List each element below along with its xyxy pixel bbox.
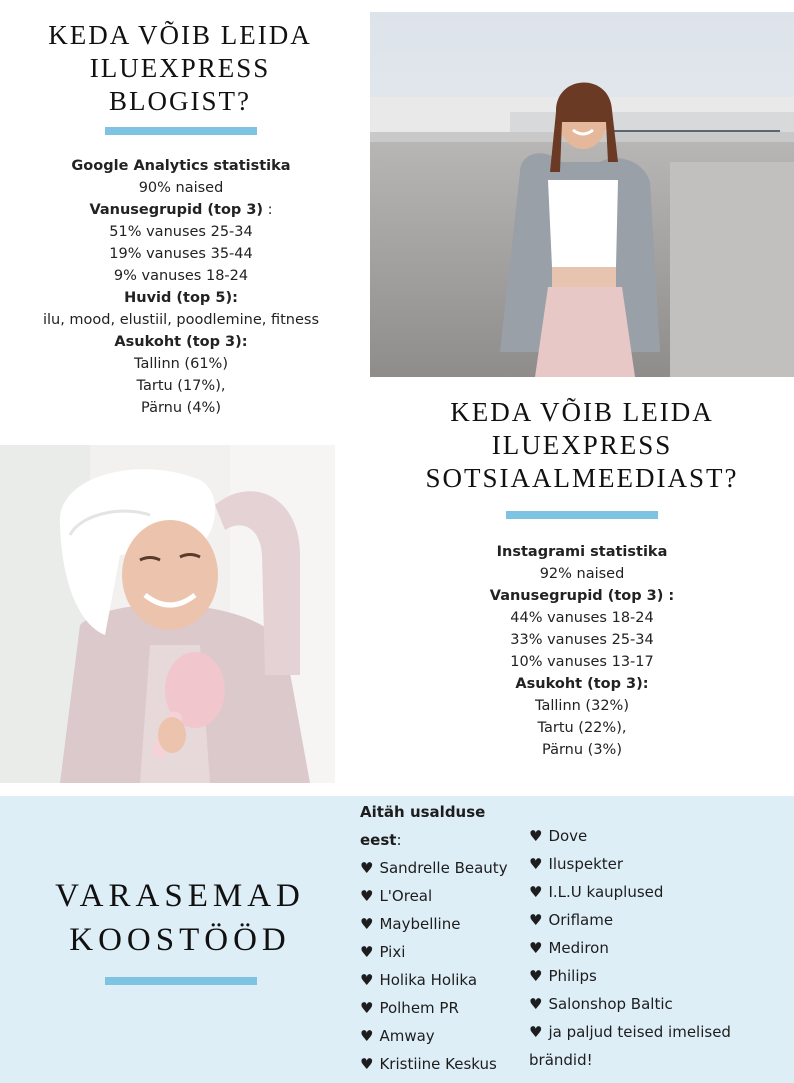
blog-location-1: Tallinn (61%) (134, 356, 228, 372)
blog-stats-heading: Google Analytics statistika (71, 158, 291, 174)
social-location-1: Tallinn (32%) (535, 698, 629, 714)
blog-location-heading: Asukoht (top 3): (114, 334, 248, 350)
heart-icon: ♥ (360, 1055, 374, 1073)
collab-title-line-2: KOOSTÖÖD (69, 922, 291, 958)
list-item (529, 850, 731, 878)
heart-icon: ♥ (360, 1027, 374, 1045)
list-item (529, 934, 731, 962)
list-item (529, 906, 731, 934)
social-stats (402, 541, 762, 761)
collab-list-left (360, 798, 508, 1078)
heart-icon: ♥ (360, 943, 374, 961)
list-item (360, 882, 508, 910)
rooftop-woman-photo (370, 12, 794, 377)
partner-name: Holika Holika (379, 971, 478, 989)
social-stats-heading: Instagrami statistika (496, 544, 668, 560)
partner-name: I.L.U kauplused (548, 883, 664, 901)
heart-icon: ♥ (529, 855, 543, 873)
partner-name: ja paljud teised imelised (548, 1023, 731, 1041)
blog-title-line-1: KEDA VÕIB LEIDA (48, 20, 312, 50)
list-item (529, 990, 731, 1018)
heart-icon: ♥ (360, 999, 374, 1017)
heart-icon: ♥ (529, 995, 543, 1013)
blog-age-heading: Vanusegrupid (top 3) (89, 202, 264, 218)
collab-title (30, 874, 330, 962)
list-item (360, 1050, 508, 1078)
blog-title-line-2: ILUEXPRESS (89, 53, 271, 83)
partner-name: Amway (379, 1027, 435, 1045)
list-item (360, 854, 508, 882)
thanks-colon: : (396, 831, 402, 849)
social-location-2: Tartu (22%), (537, 720, 627, 736)
heart-icon: ♥ (360, 887, 374, 905)
blog-stats (0, 155, 362, 419)
partner-name: Salonshop Baltic (548, 995, 673, 1013)
social-title-line-3: SOTSIAALMEEDIAST? (425, 463, 739, 493)
partner-name: Mediron (548, 939, 609, 957)
blog-accent-bar (105, 127, 257, 135)
heart-icon: ♥ (529, 827, 543, 845)
heart-icon: ♥ (360, 915, 374, 933)
blog-title-line-3: BLOGIST? (109, 86, 251, 116)
partner-name: Philips (548, 967, 597, 985)
partner-name: Maybelline (379, 915, 461, 933)
partner-name: Oriflame (548, 911, 614, 929)
blog-women: 90% naised (138, 180, 224, 196)
blog-location-2: Tartu (17%), (136, 378, 226, 394)
blog-location-3: Pärnu (4%) (141, 400, 221, 416)
blog-title (20, 19, 340, 118)
heart-icon: ♥ (529, 911, 543, 929)
heart-icon: ♥ (529, 883, 543, 901)
partner-name: Pixi (379, 943, 406, 961)
thanks-eest: eest (360, 831, 397, 849)
heart-icon: ♥ (529, 939, 543, 957)
heart-icon: ♥ (529, 967, 543, 985)
list-item-tail: brändid! (529, 1051, 593, 1069)
list-item (360, 1022, 508, 1050)
heart-icon: ♥ (529, 1023, 543, 1041)
social-title (410, 396, 754, 495)
heart-icon: ♥ (360, 971, 374, 989)
blog-interests-heading: Huvid (top 5): (124, 290, 238, 306)
social-location-heading: Asukoht (top 3): (515, 676, 649, 692)
collab-title-line-1: VARASEMAD (55, 878, 305, 914)
social-accent-bar (506, 511, 658, 519)
social-age-2: 33% vanuses 25-34 (510, 632, 654, 648)
thanks-line-1: Aitäh usalduse (360, 803, 486, 821)
social-age-3: 10% vanuses 13-17 (510, 654, 654, 670)
collab-accent-bar (105, 977, 257, 985)
list-item (529, 1018, 731, 1046)
list-item (529, 962, 731, 990)
social-location-3: Pärnu (3%) (542, 742, 622, 758)
partner-name: Iluspekter (548, 855, 624, 873)
list-item (529, 822, 731, 850)
partner-name: Dove (548, 827, 588, 845)
social-age-heading: Vanusegrupid (top 3) : (489, 588, 675, 604)
social-title-line-2: ILUEXPRESS (491, 430, 673, 460)
heart-icon: ♥ (360, 859, 374, 877)
blog-age-1: 51% vanuses 25-34 (109, 224, 253, 240)
list-item (529, 878, 731, 906)
list-item (360, 994, 508, 1022)
collab-list-right (529, 822, 731, 1074)
thanks-line-2 (360, 826, 508, 854)
partner-name: L'Oreal (379, 887, 433, 905)
social-women: 92% naised (539, 566, 625, 582)
list-item (360, 938, 508, 966)
partner-name: Kristiine Keskus (379, 1055, 497, 1073)
blog-age-heading-line (0, 199, 362, 221)
social-age-1: 44% vanuses 18-24 (510, 610, 654, 626)
list-item (360, 910, 508, 938)
blog-age-colon: : (263, 202, 273, 218)
social-title-line-1: KEDA VÕIB LEIDA (450, 397, 714, 427)
partner-name: Polhem PR (379, 999, 459, 1017)
towel-woman-photo (0, 445, 335, 783)
partner-name: Sandrelle Beauty (379, 859, 508, 877)
blog-interests: ilu, mood, elustiil, poodlemine, fitness (42, 312, 320, 328)
blog-age-2: 19% vanuses 35-44 (109, 246, 253, 262)
list-item (360, 966, 508, 994)
blog-age-3: 9% vanuses 18-24 (113, 268, 249, 284)
